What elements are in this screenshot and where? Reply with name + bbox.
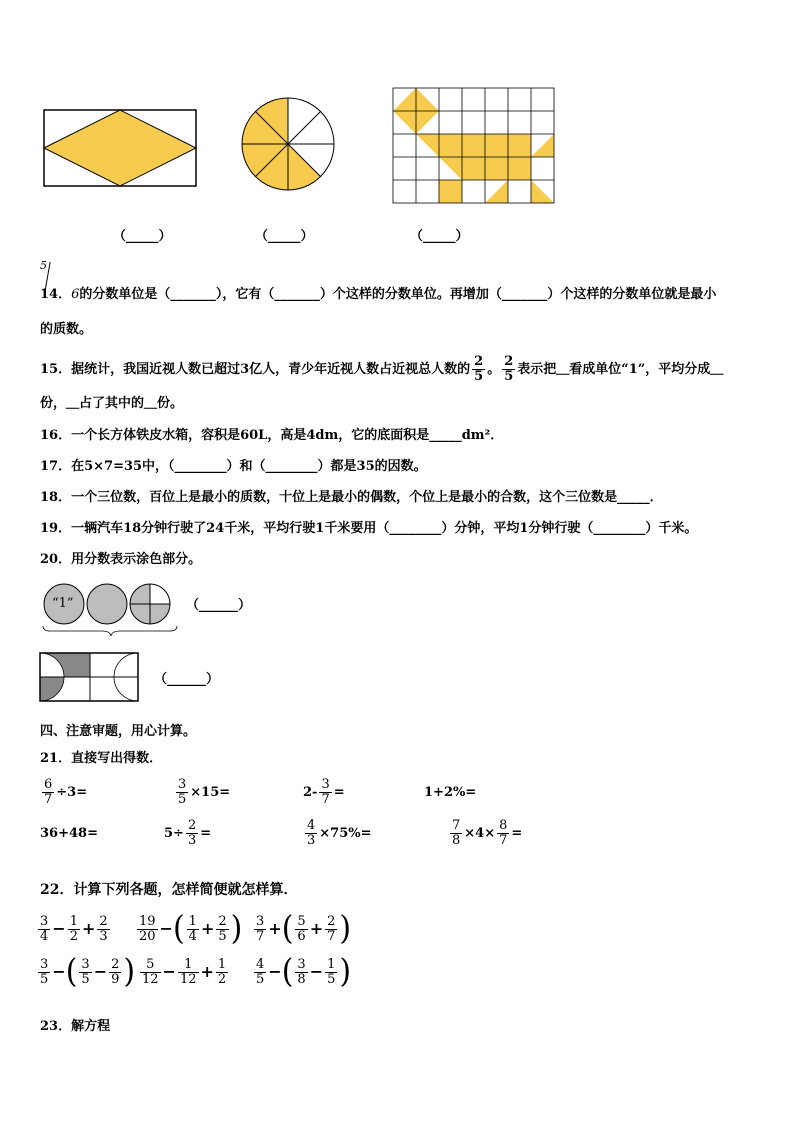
frac-num: 19 [139,913,156,929]
answer-blank-circle[interactable]: （_____） [255,229,314,244]
frac-den: 5 [256,971,265,987]
frac-num: 5 [140,958,161,973]
q22-expr-2 [135,909,242,950]
plus-sign: + [309,919,324,938]
frac-den: 6 [297,928,306,944]
q16-text: 16．一个长方体铁皮水箱，容积是60L，高是4dm，它的底面积是_____dm²． [40,428,504,443]
q21-b4-d2: 7 [499,833,508,848]
q22-expr-1 [36,909,112,950]
q22-expr-3 [252,909,351,950]
frac-num: 2 [99,913,108,929]
q15-line2: 份，＿占了其中的＿份。 [40,396,184,411]
q15-f2-denominator: 5 [504,369,514,384]
q21-item-b4 [448,817,522,851]
minus-sign: − [52,962,66,981]
q17-text: 17．在5×7=35中，（________）和（________）都是35的因数。 [40,459,427,474]
q21-b4-n1: 7 [452,818,461,833]
section4-title: 四、注意审题，用心计算。 [40,724,197,739]
minus-sign: − [268,962,282,981]
q21-a1-d: 7 [44,792,53,807]
q21-b2-d: 3 [187,833,197,848]
q14-frac-numerator: 5 [40,259,47,272]
frac-num: 1 [188,913,197,929]
minus-sign: − [162,962,176,981]
q23-title: 23．解方程 [40,1019,111,1034]
frac-den: 5 [327,971,336,987]
q15-f1-numerator: 2 [474,354,484,369]
q18-text: 18．一个三位数，百位上是最小的质数，十位上是最小的偶数，个位上是最小的合数，这个三位数是_____． [40,490,663,505]
frac-num: 3 [256,913,265,929]
q19-text: 19．一辆汽车18分钟行驶了24千米，平均行驶1千米要用（________）分钟，平均1分钟行驶（________）千米。 [40,521,698,536]
q14-text: 的分数单位是（_______），它有（_______）个这样的分数单位。再增加（_______）个这样的分数单位就是最小 [79,287,717,302]
frac-num: 3 [81,956,90,972]
frac-num: 2 [327,913,336,929]
answer-blank-rhombus[interactable]: （_____） [113,229,172,244]
q21-b4-tail: = [511,826,523,841]
frac-den: 5 [218,928,227,944]
q21-item-a3 [303,776,345,810]
q21-a2-tail: ×15= [190,785,231,800]
q20-answer-2[interactable]: （______） [154,672,220,687]
frac-den: 12 [179,971,197,987]
q21-a2-n: 3 [178,777,187,792]
frac-num: 2 [218,913,227,929]
q21-title: 21．直接写出得数． [40,751,163,766]
right-paren: ) [123,952,136,991]
right-paren: ) [339,909,352,948]
answer-blank-grid[interactable]: （_____） [410,229,469,244]
frac-num: 1 [69,913,78,929]
q15-line1 [40,352,723,388]
right-paren: ) [339,952,352,991]
minus-sign: − [309,962,324,981]
q21-item-a2 [174,776,230,810]
frac-num: 4 [256,956,265,972]
frac-num: 1 [217,956,227,972]
q20-answer-1[interactable]: （______） [186,598,252,613]
q15-text-a: 据统计，我国近视人数已超过3亿人，青少年近视人数占近视总人数的 [71,362,471,377]
frac-num: 1 [178,958,199,973]
q21-item-b2 [164,817,211,851]
plus-sign: + [268,919,282,938]
frac-den: 12 [142,971,159,987]
frac-den: 5 [40,971,49,987]
rhombus-figure [44,110,196,186]
q22-expr-5 [138,952,230,993]
q21-a3-tail: = [333,785,345,800]
q15-text-b: 。 [487,362,501,377]
q15-fraction-1 [472,355,485,384]
q14-frac-denominator: 6 [71,287,80,302]
q21-b2-head: 5÷ [164,826,184,841]
q21-b3-tail: ×75%= [319,826,372,841]
grid-animal-figure [393,88,554,203]
frac-num: 3 [40,956,49,972]
minus-sign: − [52,919,66,938]
q21-a3-head: 2- [303,785,318,800]
q21-item-b1: 36+48= [40,826,98,841]
frac-num: 5 [297,913,306,929]
frac-den: 3 [99,928,108,944]
q21-b4-mid: ×4× [464,826,496,841]
plus-sign: + [200,919,215,938]
q21-item-b3 [303,817,372,851]
right-paren: ) [230,909,243,948]
frac-num: 1 [327,956,336,972]
plus-sign: + [200,962,214,981]
q20-rectangles-figure [38,652,142,704]
frac-den: 7 [327,928,336,944]
q21-item-a1 [40,776,87,810]
q14-line2: 的质数。 [40,322,93,337]
q15-text-c: 表示把＿看成单位“1”，平均分成＿ [517,362,724,377]
left-paren: ( [65,952,78,991]
q21-a1-n: 6 [44,777,53,792]
q22-expr-4 [36,952,135,993]
q21-b2-tail: = [200,826,212,841]
q21-b3-d: 3 [307,833,316,848]
frac-den: 7 [256,928,265,944]
q21-item-a4: 1+2%= [424,785,477,800]
frac-num: 3 [40,913,49,929]
minus-sign: − [159,919,173,938]
left-paren: ( [172,909,185,948]
circle-eighths-figure [242,98,334,190]
q21-a1-tail: ÷3= [56,785,88,800]
q15-fraction-2 [502,355,515,384]
plus-sign: + [81,919,96,938]
figures-row [40,85,580,215]
q21-b3-n: 4 [307,818,316,833]
q20-circle-label: “1” [52,596,74,611]
frac-den: 4 [188,928,197,944]
frac-den: 2 [69,928,78,944]
minus-sign: − [93,962,108,981]
frac-den: 8 [297,971,306,987]
q15-f1-denominator: 5 [474,369,484,384]
q14-line1 [40,287,716,303]
frac-den: 4 [40,928,49,944]
frac-den: 2 [217,971,227,987]
q21-b2-n: 2 [187,818,197,833]
left-paren: ( [281,952,294,991]
frac-den: 5 [81,971,90,987]
frac-num: 2 [111,956,120,972]
frac-den: 9 [111,971,120,987]
q21-a3-n: 3 [321,777,330,792]
frac-num: 3 [297,956,306,972]
q15-f2-numerator: 2 [504,354,514,369]
q22-title: 22．计算下列各题，怎样简便就怎样算． [40,882,298,898]
q14-number: 14． [40,287,72,302]
q20-text: 20．用分数表示涂色部分。 [40,552,202,567]
q22-expr-6 [252,952,351,993]
q15-number: 15． [40,362,72,377]
q21-b4-d1: 8 [452,833,461,848]
q21-a2-d: 5 [178,792,187,807]
left-paren: ( [281,909,294,948]
q21-b4-n2: 8 [499,818,508,833]
frac-den: 20 [139,928,156,944]
q21-a3-d: 7 [321,792,330,807]
